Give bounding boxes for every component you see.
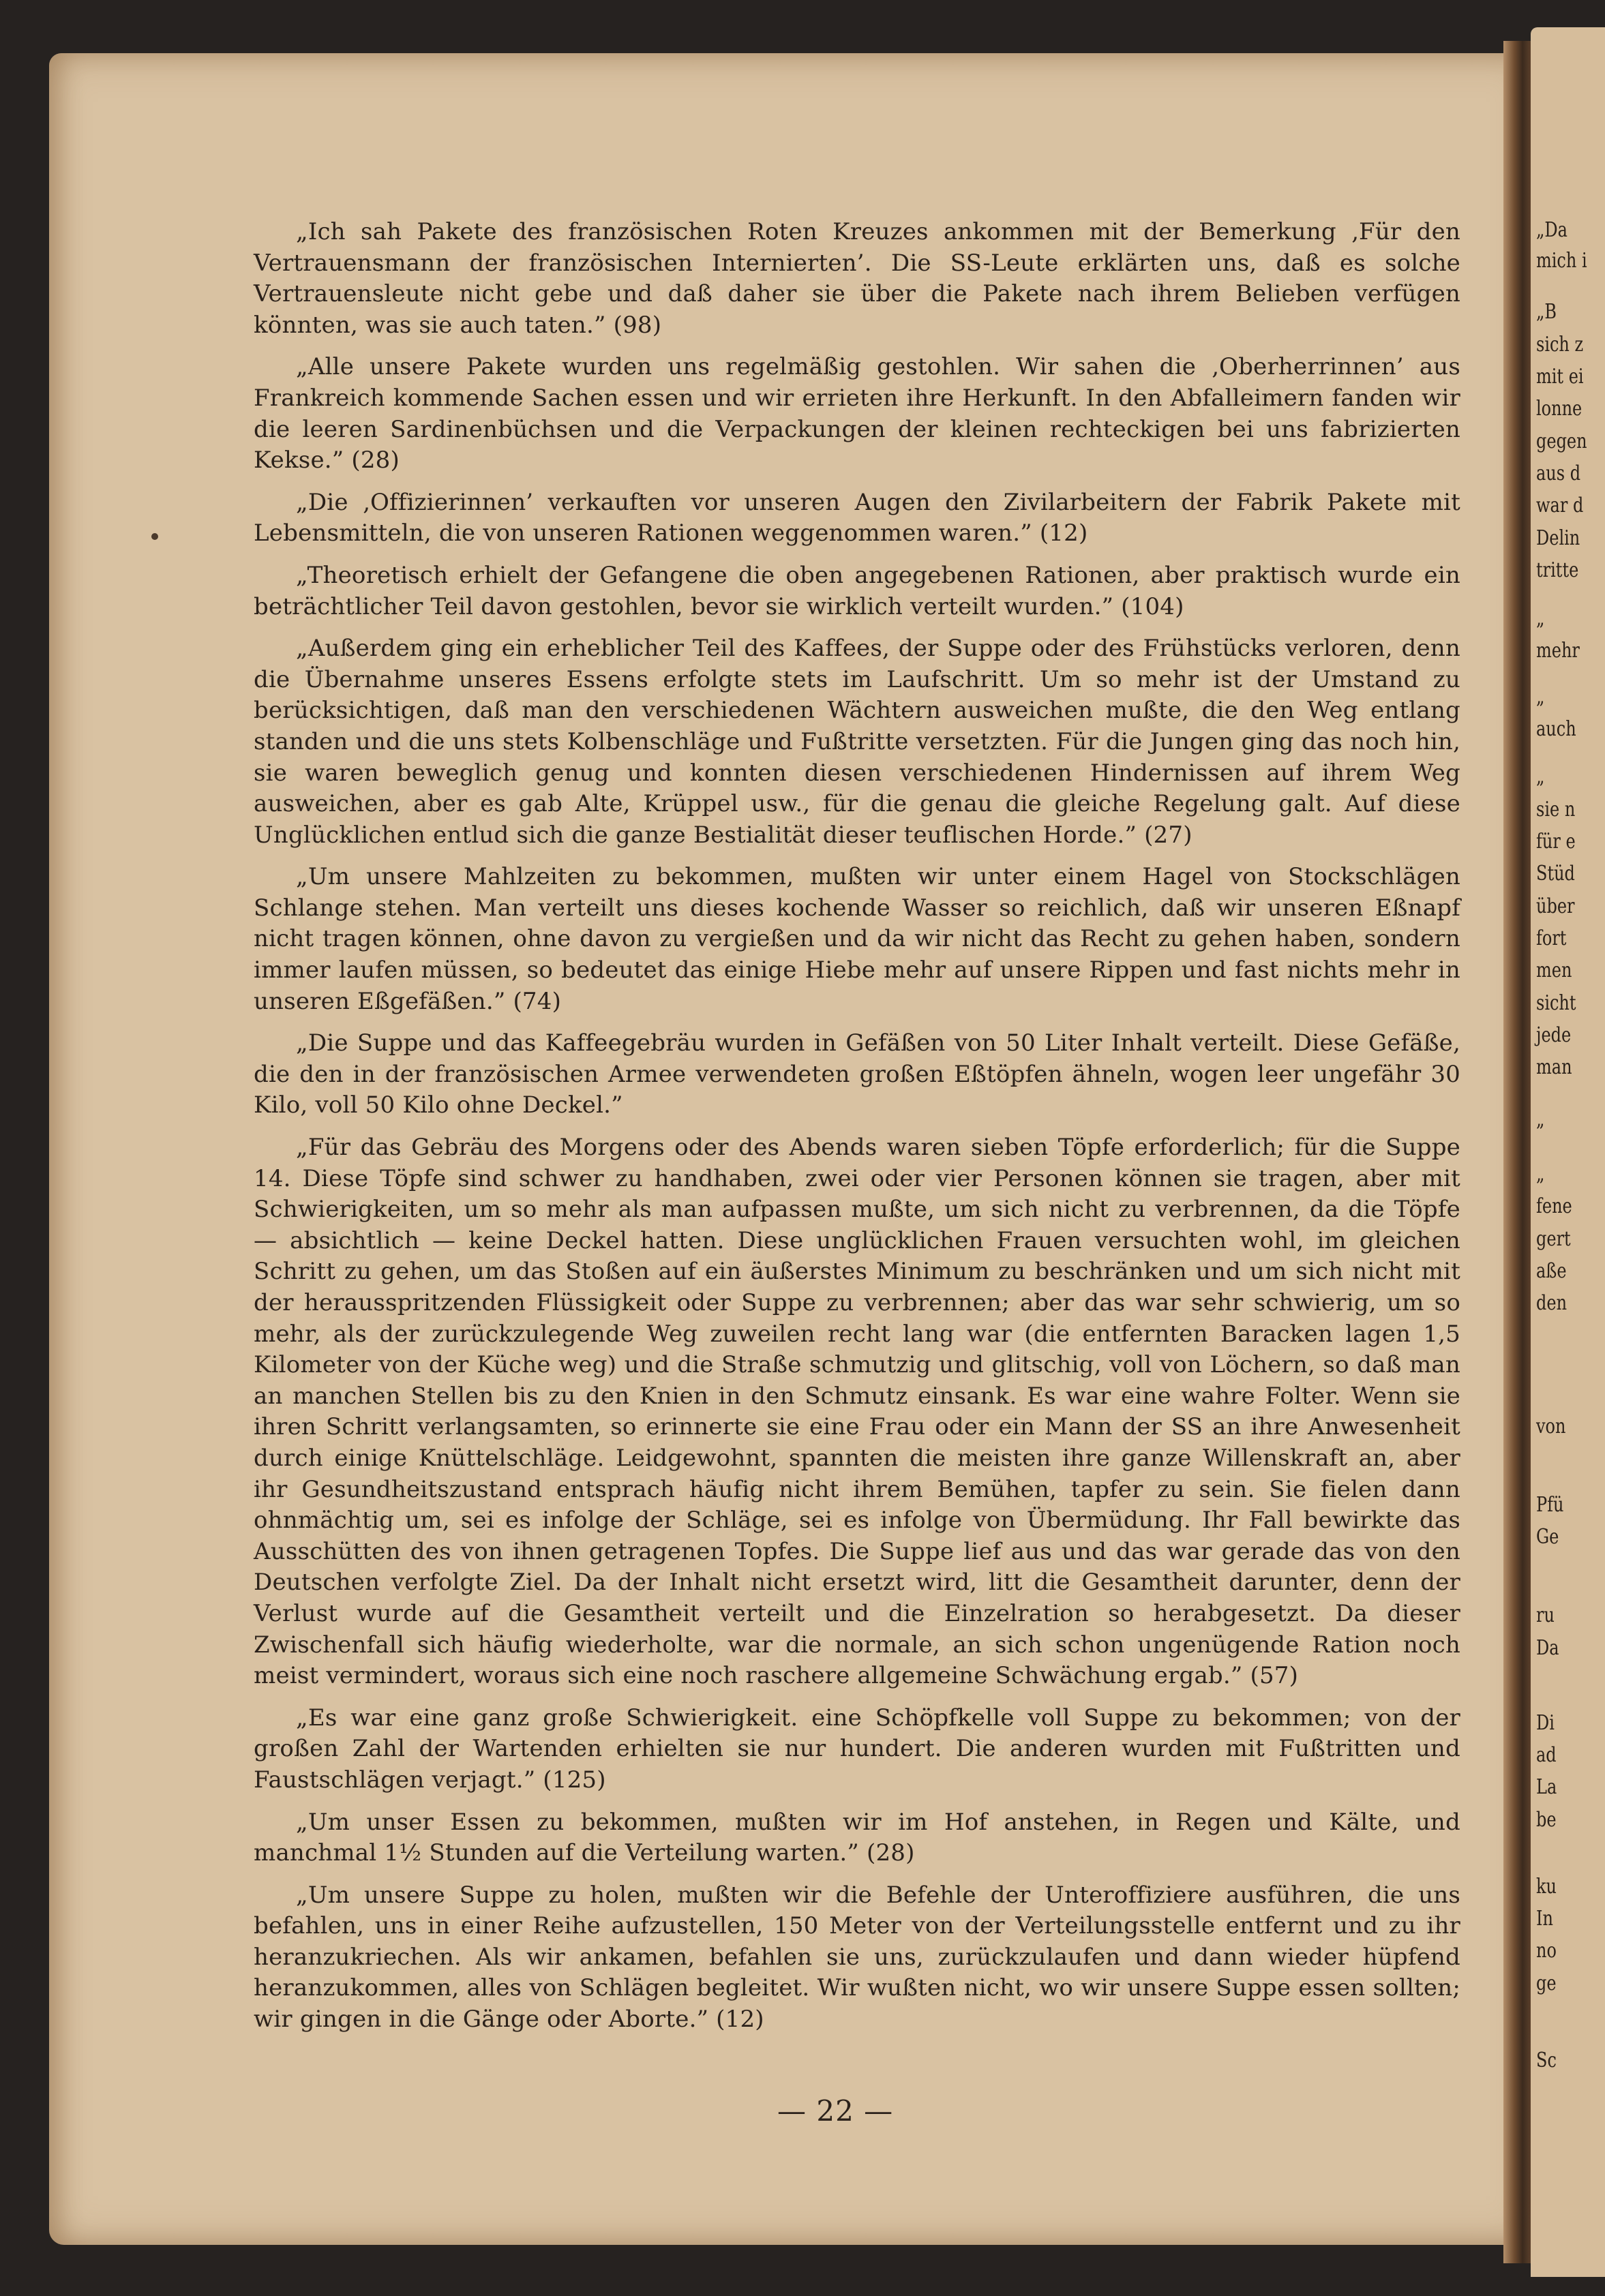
facing-page-fragment: ru <box>1536 1603 1555 1627</box>
facing-page-fragment: „ <box>1536 685 1545 709</box>
paragraph: „Um unser Essen zu bekommen, mußten wir im Hof anstehen, in Regen und Kälte, und manchmal 1½ Stunden auf die Verteilung warten.” (28) <box>254 1808 1460 1867</box>
paragraph: „Alle unsere Pakete wurden uns regelmäßig gestohlen. Wir sahen die ‚Oberherrinnen’ aus Frankreich kommende Sachen essen und wir errieten ihre Herkunft. In den Abfalleimern fanden wir die leeren Sardinenbüchsen und die Verpackungen der kleinen rechteckigen bei uns fabrizierten Kekse.” (28) <box>254 353 1460 474</box>
facing-page-fragment: fene <box>1536 1194 1572 1218</box>
facing-page-fragment: jede <box>1536 1023 1572 1047</box>
margin-dot <box>151 533 158 540</box>
facing-page-fragment: war d <box>1536 494 1584 517</box>
facing-page-fragment: sicht <box>1536 991 1576 1015</box>
facing-page-fragment: mit ei <box>1536 365 1584 389</box>
facing-page-fragment: Da <box>1536 1636 1559 1660</box>
facing-page-fragment: gert <box>1536 1227 1571 1251</box>
facing-page-fragment: gegen <box>1536 429 1587 453</box>
facing-page-fragment: fort <box>1536 926 1567 950</box>
paragraph: „Für das Gebräu des Morgens oder des Abends waren sieben Töpfe erforderlich; für die Suppe 14. Diese Töpfe sind schwer zu handhaben, zwei oder vier Personen können sie tragen, aber mit Schwierigkeiten, um so mehr als man aufpassen mußte, um sich nicht zu verbrennen, da die Töpfe — absichtlich — keine Deckel hatten. Diese unglücklichen Frauen versuchten wohl, im gleichen Schritt zu gehen, um das Stoßen auf ein äußerstes Minimum zu beschränken und um sich nicht mit der herausspritzenden Flüssigkeit oder Suppe zu verbrennen; aber das war sehr schwierig, um so mehr, als der zurückzulegende Weg zuweilen recht lang war (die entfernten Baracken lagen 1,5 Kilometer von der Küche weg) und die Straße schmutzig und glitschig, voll von Löchern, so daß man an manchen Stellen bis zu den Knien in den Schmutz einsank. Es war eine wahre Folter. Wenn sie ihren Schritt verlangsamten, so erinnerte sie eine Frau oder ein Mann der SS an ihre Anwesenheit durch einige Knüttelschläge. Leidgewohnt, spannten die meisten ihre ganze Willenskraft an, aber ihr Gesundheitszustand entsprach häufig nicht ihrem Bemühen, tapfer zu sein. Sie fielen dann ohnmächtig um, sei es infolge der Schläge, sei es infolge von Übermüdung. Ihr Fall bewirkte das Ausschütten des von ihnen getragenen Topfes. Die Suppe lief aus und das war gerade das von den Deutschen verfolgte Ziel. Da der Inhalt nicht ersetzt wird, litt die Gesamtheit darunter, denn der Verlust wurde auf die Gesamtheit verteilt und die Einzelration so herabgesetzt. Da dieser Zwischenfall sich häufig wiederholte, war die normale, an sich schon ungenügende Ration noch meist vermindert, woraus sich eine noch raschere allgemeine Schwächung ergab.” (57) <box>254 1134 1460 1690</box>
facing-page-fragment: den <box>1536 1291 1567 1315</box>
paragraph: „Die Suppe und das Kaffeegebräu wurden in Gefäßen von 50 Liter Inhalt verteilt. Diese Gefäße, die den in der französischen Armee verwendeten großen Eßtöpfen ähneln, wogen leer ungefähr 30 Kilo, voll 50 Kilo ohne Deckel.” <box>254 1029 1460 1119</box>
facing-page-fragment: „Da <box>1536 218 1567 242</box>
facing-page-fragment: be <box>1536 1808 1557 1832</box>
facing-page-fragment: In <box>1536 1907 1553 1931</box>
facing-page-fragment: no <box>1536 1939 1557 1963</box>
facing-page-fragment: Di <box>1536 1711 1555 1735</box>
facing-page-fragment: aus d <box>1536 462 1581 485</box>
facing-page-fragment: über <box>1536 894 1575 918</box>
paragraph: „Um unsere Suppe zu holen, mußten wir die Befehle der Unteroffiziere ausführen, die uns befahlen, uns in einer Reihe aufzustellen, 150 Meter von der Verteilungsstelle entfernt und zu ihr heranzukriechen. Als wir ankamen, befahlen sie uns, zurückzulaufen und dann wieder hüpfend heranzukommen, alles von Schlägen begleitet. Wir wußten nicht, wo wir unsere Suppe essen sollten; wir gingen in die Gänge oder Aborte.” (12) <box>254 1881 1460 2034</box>
facing-page-fragment: „ <box>1536 607 1545 631</box>
facing-page-fragment: Sc <box>1536 2049 1557 2072</box>
paragraph: „Ich sah Pakete des französischen Roten Kreuzes ankommen mit der Bemerkung ‚Für den Vertrauensmann der französischen Internierten’. Die SS-Leute erklärten uns, daß es solche Vertrauensleute nicht gebe und daß daher sie über die Pakete nach ihrem Belieben verfügen könnten, was sie auch taten.” (98) <box>254 218 1460 339</box>
facing-page-fragment: man <box>1536 1055 1572 1079</box>
facing-page-fragment: Pfü <box>1536 1493 1564 1517</box>
facing-page-fragment: „B <box>1536 300 1557 324</box>
facing-page-fragment: men <box>1536 958 1572 982</box>
facing-page-fragment: sie n <box>1536 798 1576 821</box>
facing-page-fragment: von <box>1536 1415 1566 1438</box>
facing-page-fragment: mehr <box>1536 639 1580 663</box>
facing-page-fragment: für e <box>1536 830 1576 854</box>
facing-page-fragment: ge <box>1536 1972 1557 1995</box>
paragraph: „Es war eine ganz große Schwierigkeit. eine Schöpfkelle voll Suppe zu bekommen; von der großen Zahl der Wartenden erhielten sie nur hundert. Die anderen wurden mit Fußtritten und Faustschlägen verjagt.” (125) <box>254 1704 1460 1794</box>
facing-page-edge <box>1531 27 1605 2277</box>
body-text <box>254 217 1460 2046</box>
facing-page-fragment: tritte <box>1536 558 1579 582</box>
page-number: — 22 — <box>777 2094 894 2128</box>
facing-page-fragment: „ <box>1536 765 1545 789</box>
paragraph: „Außerdem ging ein erheblicher Teil des Kaffees, der Suppe oder des Frühstücks verloren, denn die Übernahme unseres Essens erfolgte stets im Laufschritt. Um so mehr ist der Umstand zu berücksichtigen, daß man den verschiedenen Wächtern ausweichen mußte, die den Weg entlang standen und die uns stets Kolbenschläge und Fußtritte versetzten. Für die Jungen ging das noch hin, sie waren beweglich genug und konnten diesen verschiedenen Hindernissen auf ihrem Weg ausweichen, aber es gab Alte, Krüppel usw., für die genau die gleiche Regelung galt. Auf diese Unglücklichen entlud sich die ganze Bestialität dieser teuflischen Horde.” (27) <box>254 635 1460 849</box>
book-gutter <box>1503 41 1531 2263</box>
facing-page-fragment: auch <box>1536 717 1576 741</box>
facing-page-fragment: Delin <box>1536 526 1580 550</box>
facing-page-fragment: mich i <box>1536 249 1587 273</box>
facing-page-fragment: ku <box>1536 1875 1557 1899</box>
paragraph: „Theoretisch erhielt der Gefangene die oben angegebenen Rationen, aber praktisch wurde ein beträchtlicher Teil davon gestohlen, bevor sie wirklich verteilt wurden.” (104) <box>254 561 1460 620</box>
paragraph: „Um unsere Mahlzeiten zu bekommen, mußten wir unter einem Hagel von Stockschlägen Schlange stehen. Man verteilt uns dieses kochende Wasser so reichlich, daß wir unseren Eßnapf nicht tragen können, ohne davon zu vergießen und da wir nicht das Recht zu gehen haben, sondern immer laufen müssen, so bedeutet das einige Hiebe mehr auf unsere Rippen und fast nichts mehr in unseren Eßgefäßen.” (74) <box>254 863 1460 1015</box>
facing-page-fragment: Ge <box>1536 1525 1559 1549</box>
facing-page-fragment: lonne <box>1536 397 1582 421</box>
facing-page-fragment: „ <box>1536 1162 1545 1186</box>
facing-page-fragment: La <box>1536 1775 1557 1799</box>
facing-page-fragment: sich z <box>1536 333 1584 357</box>
facing-page-fragment: aße <box>1536 1259 1567 1283</box>
paragraph: „Die ‚Offizierinnen’ verkauften vor unseren Augen den Zivilarbeitern der Fabrik Pakete mit Lebensmitteln, die von unseren Rationen weggenommen waren.” (12) <box>254 488 1460 547</box>
facing-page-fragment: „ <box>1536 1108 1545 1132</box>
facing-page-fragment: Stüd <box>1536 862 1575 886</box>
facing-page-fragment: ad <box>1536 1743 1557 1767</box>
